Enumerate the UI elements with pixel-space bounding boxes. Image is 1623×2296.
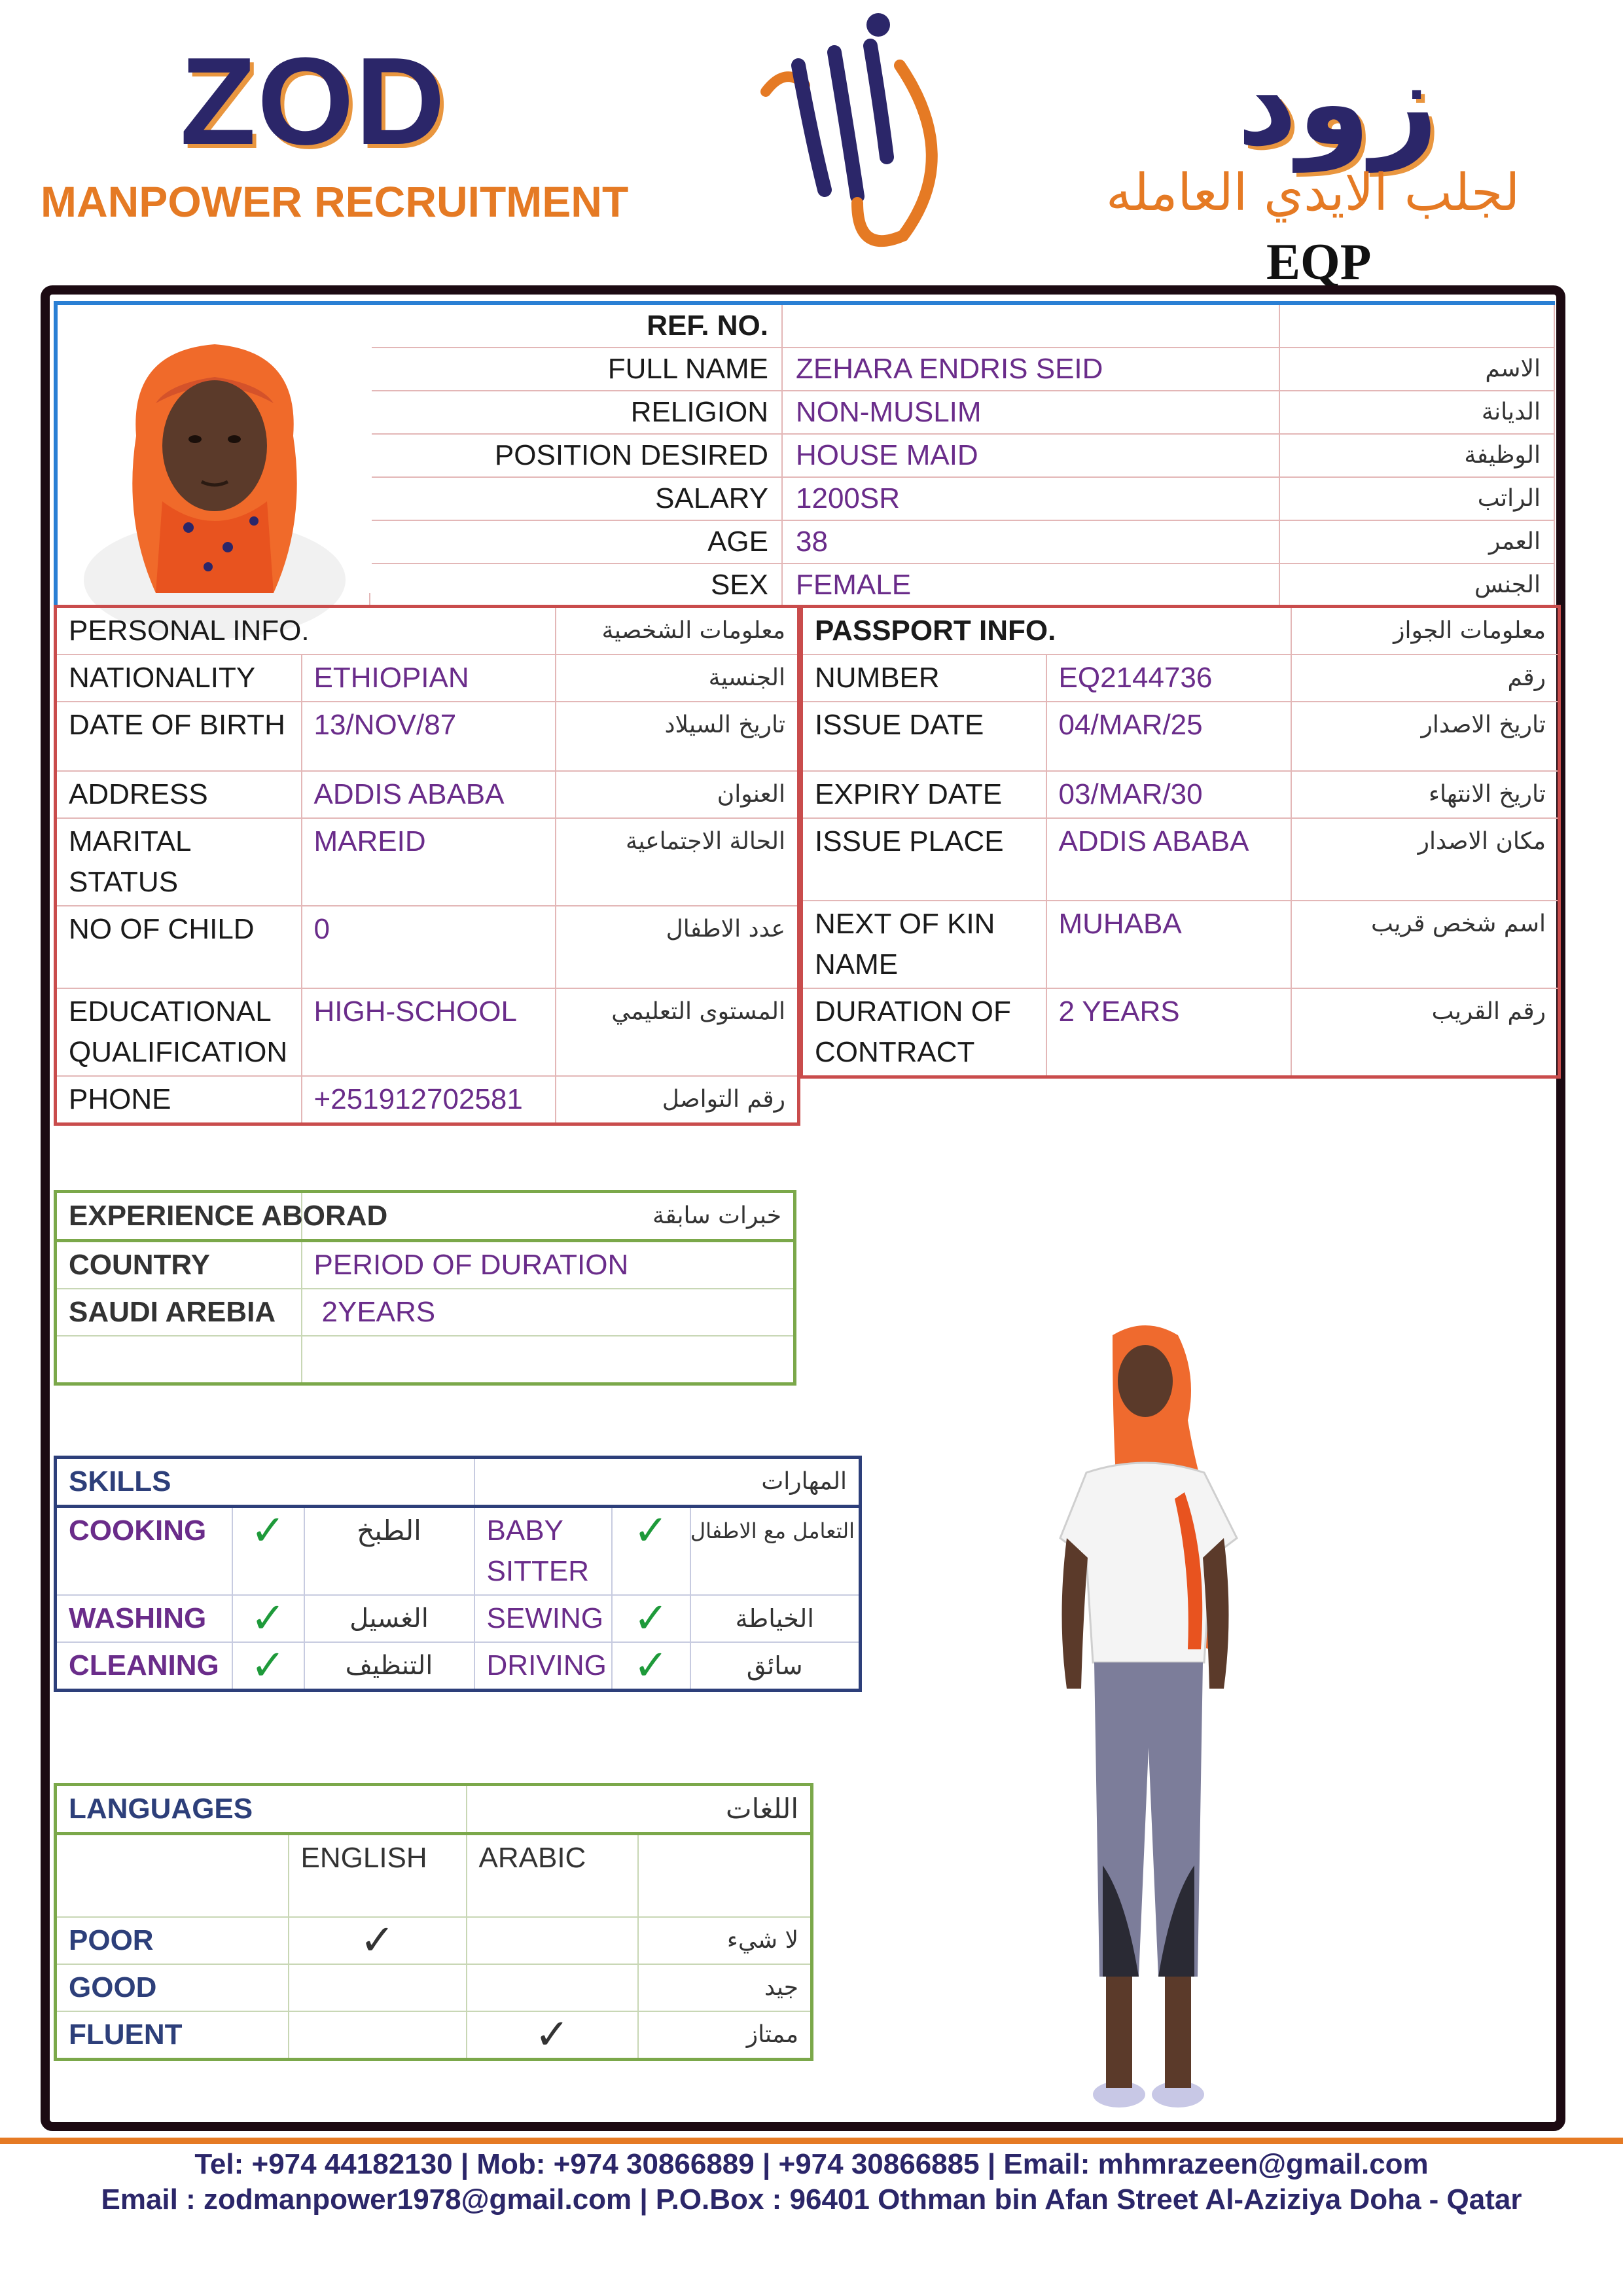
skill-driving-ar: سائق bbox=[690, 1642, 861, 1691]
phone-value: +251912702581 bbox=[302, 1076, 556, 1124]
next-of-kin-value: MUHABA bbox=[1046, 901, 1291, 988]
salary-label: SALARY bbox=[370, 477, 782, 520]
ref-no-label: REF. NO. bbox=[370, 303, 782, 348]
skill-baby-sitter-ar: التعامل مع الاطفال bbox=[690, 1507, 861, 1596]
check-icon bbox=[289, 2011, 467, 2060]
dob-ar: تاريخ السيلاد bbox=[556, 702, 799, 771]
ref-no-value bbox=[782, 303, 1279, 348]
sex-label: SEX bbox=[370, 564, 782, 607]
footer-divider bbox=[0, 2138, 1623, 2144]
marital-status-value: MAREID bbox=[302, 818, 556, 906]
skill-cleaning: CLEANING bbox=[56, 1642, 232, 1691]
phone-ar: رقم التواصل bbox=[556, 1076, 799, 1124]
nationality-ar: الجنسية bbox=[556, 655, 799, 702]
sex-ar: الجنس bbox=[1279, 564, 1554, 607]
check-icon: ✓ bbox=[612, 1642, 690, 1691]
profile-table bbox=[54, 301, 1555, 607]
languages-header-empty bbox=[56, 1834, 289, 1918]
education-ar: المستوى التعليمي bbox=[556, 988, 799, 1076]
experience-title-ar: خبرات سابقة bbox=[302, 1192, 795, 1241]
lang-level-fluent-ar: ممتاز bbox=[638, 2011, 812, 2060]
brand-tagline-en: MANPOWER RECRUITMENT bbox=[41, 177, 629, 226]
check-icon bbox=[289, 1964, 467, 2011]
salary-ar: الراتب bbox=[1279, 477, 1554, 520]
skill-washing-ar: الغسيل bbox=[304, 1595, 474, 1642]
passport-info-title: PASSPORT INFO. bbox=[802, 607, 1291, 655]
check-icon: ✓ bbox=[232, 1595, 304, 1642]
footer-contact-line: Tel: +974 44182130 | Mob: +974 30866889 | +974 30866885 | Email: mhmrazeen@gmail.com bbox=[194, 2148, 1429, 2180]
passport-number-value: EQ2144736 bbox=[1046, 655, 1291, 702]
dob-value: 13/NOV/87 bbox=[302, 702, 556, 771]
full-name-label: FULL NAME bbox=[370, 348, 782, 391]
issue-place-value: ADDIS ABABA bbox=[1046, 818, 1291, 901]
expiry-date-value: 03/MAR/30 bbox=[1046, 771, 1291, 818]
skills-table bbox=[54, 1456, 862, 1692]
phone-label: PHONE bbox=[56, 1076, 302, 1124]
languages-table bbox=[54, 1783, 813, 2061]
skill-washing: WASHING bbox=[56, 1595, 232, 1642]
expiry-date-label: EXPIRY DATE bbox=[802, 771, 1046, 818]
skills-title: SKILLS bbox=[56, 1458, 474, 1507]
children-ar: عدد الاطفال bbox=[556, 906, 799, 988]
salary-value: 1200SR bbox=[782, 477, 1279, 520]
check-icon: ✓ bbox=[467, 2011, 638, 2060]
marital-status-ar: الحالة الاجتماعية bbox=[556, 818, 799, 906]
position-ar: الوظيفة bbox=[1279, 434, 1554, 477]
languages-col-arabic: ARABIC bbox=[467, 1834, 638, 1918]
religion-label: RELIGION bbox=[370, 391, 782, 434]
issue-date-label: ISSUE DATE bbox=[802, 702, 1046, 771]
full-name-value: ZEHARA ENDRIS SEID bbox=[782, 348, 1279, 391]
experience-col-country: COUNTRY bbox=[56, 1241, 302, 1289]
languages-title-ar: اللغات bbox=[467, 1785, 812, 1834]
check-icon: ✓ bbox=[612, 1507, 690, 1596]
portrait-photo-cell bbox=[56, 303, 370, 607]
experience-title: EXPERIENCE ABORAD bbox=[56, 1192, 302, 1241]
contract-duration-ar: رقم القريب bbox=[1291, 988, 1560, 1077]
nationality-label: NATIONALITY bbox=[56, 655, 302, 702]
marital-status-label: MARITAL STATUS bbox=[56, 818, 302, 906]
next-of-kin-ar: اسم شخص قريب bbox=[1291, 901, 1560, 988]
ref-no-ar bbox=[1279, 303, 1554, 348]
brand-code: EQP bbox=[1266, 233, 1372, 290]
skill-sewing: SEWING bbox=[474, 1595, 612, 1642]
skill-cooking-ar: الطبخ bbox=[304, 1507, 474, 1596]
lang-level-poor: POOR bbox=[56, 1917, 289, 1964]
lang-level-fluent: FLUENT bbox=[56, 2011, 289, 2060]
check-icon: ✓ bbox=[289, 1917, 467, 1964]
company-logo bbox=[726, 7, 975, 255]
address-ar: العنوان bbox=[556, 771, 799, 818]
lang-level-good-ar: جيد bbox=[638, 1964, 812, 2011]
experience-table bbox=[54, 1190, 796, 1386]
sex-value: FEMALE bbox=[782, 564, 1279, 607]
nationality-value: ETHIOPIAN bbox=[302, 655, 556, 702]
personal-info-title-ar: معلومات الشخصية bbox=[556, 607, 799, 655]
brand-name-en: ZOD bbox=[180, 32, 447, 171]
footer-address-line: Email : zodmanpower1978@gmail.com | P.O.Box : 96401 Othman bin Afan Street Al-Aziziya Doha - Qatar bbox=[101, 2183, 1522, 2215]
experience-col-period: PERIOD OF DURATION bbox=[302, 1241, 795, 1289]
check-icon: ✓ bbox=[232, 1507, 304, 1596]
education-label: EDUCATIONAL QUALIFICATION bbox=[56, 988, 302, 1076]
dob-label: DATE OF BIRTH bbox=[56, 702, 302, 771]
contract-duration-value: 2 YEARS bbox=[1046, 988, 1291, 1077]
check-icon: ✓ bbox=[232, 1642, 304, 1691]
experience-empty-cell bbox=[56, 1336, 302, 1384]
age-label: AGE bbox=[370, 520, 782, 564]
address-value: ADDIS ABABA bbox=[302, 771, 556, 818]
portrait-photo bbox=[58, 305, 372, 593]
skill-driving: DRIVING bbox=[474, 1642, 612, 1691]
check-icon bbox=[467, 1964, 638, 2011]
children-value: 0 bbox=[302, 906, 556, 988]
brand-tagline-ar: لجلب الايدي العامله bbox=[1106, 164, 1520, 223]
education-value: HIGH-SCHOOL bbox=[302, 988, 556, 1076]
personal-info-table bbox=[54, 605, 800, 1126]
issue-date-value: 04/MAR/25 bbox=[1046, 702, 1291, 771]
passport-number-ar: رقم bbox=[1291, 655, 1560, 702]
passport-number-label: NUMBER bbox=[802, 655, 1046, 702]
skill-cleaning-ar: التنظيف bbox=[304, 1642, 474, 1691]
brand-name-ar: زود bbox=[1237, 35, 1438, 172]
issue-place-label: ISSUE PLACE bbox=[802, 818, 1046, 901]
issue-place-ar: مكان الاصدار bbox=[1291, 818, 1560, 901]
languages-header-empty bbox=[638, 1834, 812, 1918]
expiry-date-ar: تاريخ الانتهاء bbox=[1291, 771, 1560, 818]
passport-info-title-ar: معلومات الجواز bbox=[1291, 607, 1560, 655]
age-ar: العمر bbox=[1279, 520, 1554, 564]
address-label: ADDRESS bbox=[56, 771, 302, 818]
position-value: HOUSE MAID bbox=[782, 434, 1279, 477]
full-body-photo bbox=[1021, 1322, 1270, 2114]
children-label: NO OF CHILD bbox=[56, 906, 302, 988]
position-label: POSITION DESIRED bbox=[370, 434, 782, 477]
age-value: 38 bbox=[782, 520, 1279, 564]
skill-sewing-ar: الخياطة bbox=[690, 1595, 861, 1642]
religion-value: NON-MUSLIM bbox=[782, 391, 1279, 434]
skill-cooking: COOKING bbox=[56, 1507, 232, 1596]
issue-date-ar: تاريخ الاصدار bbox=[1291, 702, 1560, 771]
passport-info-table bbox=[800, 605, 1561, 1079]
experience-empty-cell bbox=[302, 1336, 795, 1384]
contract-duration-label: DURATION OF CONTRACT bbox=[802, 988, 1046, 1077]
experience-period: 2YEARS bbox=[302, 1289, 795, 1336]
full-name-ar: الاسم bbox=[1279, 348, 1554, 391]
check-icon bbox=[467, 1917, 638, 1964]
lang-level-poor-ar: لا شيء bbox=[638, 1917, 812, 1964]
personal-info-title: PERSONAL INFO. bbox=[56, 607, 556, 655]
religion-ar: الديانة bbox=[1279, 391, 1554, 434]
skill-baby-sitter: BABY SITTER bbox=[474, 1507, 612, 1596]
next-of-kin-label: NEXT OF KIN NAME bbox=[802, 901, 1046, 988]
languages-title: LANGUAGES bbox=[56, 1785, 467, 1834]
lang-level-good: GOOD bbox=[56, 1964, 289, 2011]
experience-country: SAUDI AREBIA bbox=[56, 1289, 302, 1336]
languages-col-english: ENGLISH bbox=[289, 1834, 467, 1918]
skills-title-ar: المهارات bbox=[474, 1458, 861, 1507]
check-icon: ✓ bbox=[612, 1595, 690, 1642]
